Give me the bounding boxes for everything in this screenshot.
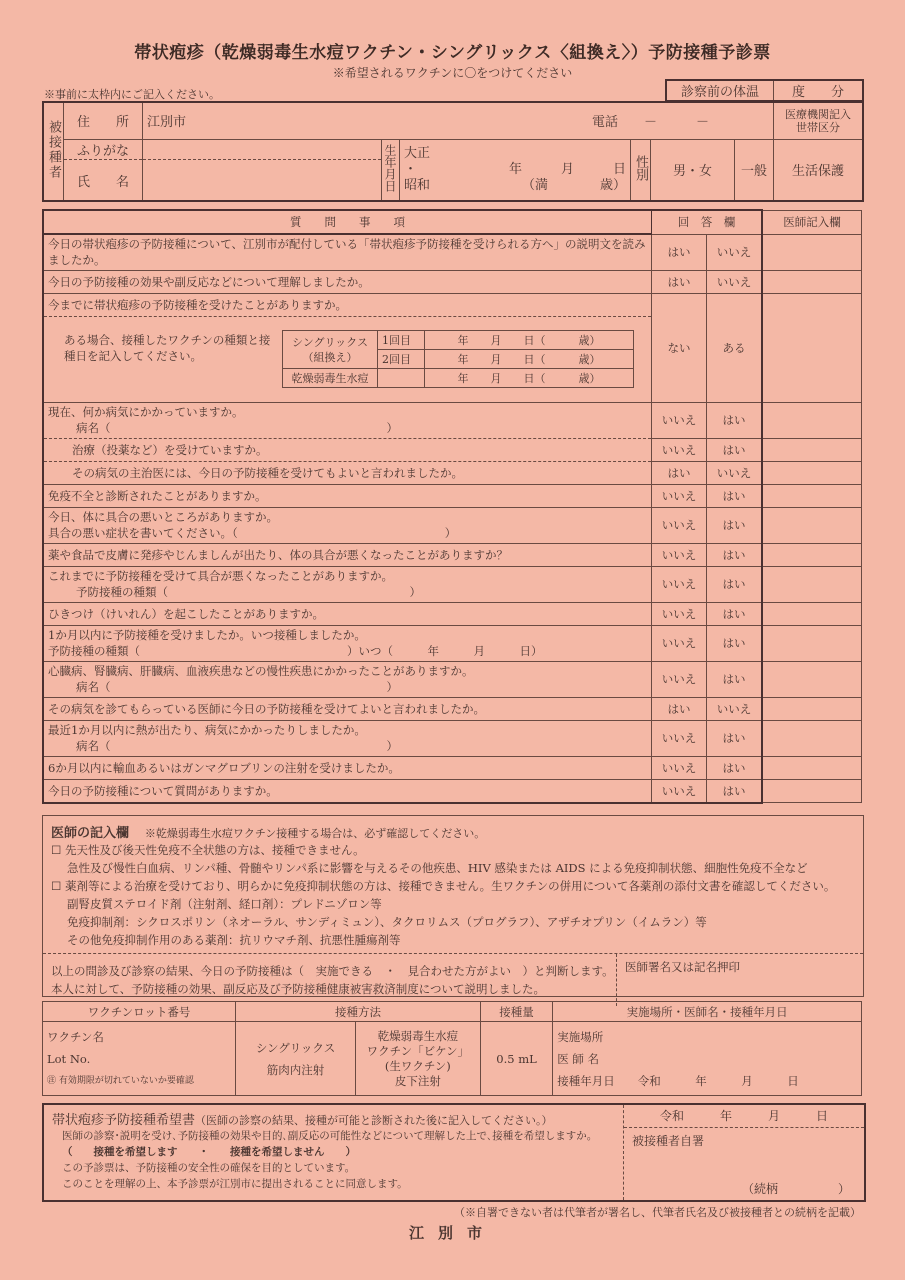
question-text: 最近1か月以内に熱が出たり、病気にかかったりしましたか。 病名（ ） (43, 720, 652, 756)
doctor-note-cell[interactable] (762, 756, 862, 779)
answer-option[interactable]: ある (707, 293, 763, 402)
doctor-note-cell[interactable] (762, 602, 862, 625)
answer-option[interactable]: いいえ (652, 566, 707, 602)
answer-option[interactable]: はい (707, 543, 763, 566)
doctor-note-cell[interactable] (762, 720, 862, 756)
sex-options[interactable]: 男・女 (651, 139, 735, 201)
furigana-field[interactable] (143, 139, 382, 160)
furigana-label: ふりがな (64, 139, 143, 160)
address-label: 住 所 (64, 102, 143, 139)
patient-side-label: 被接種者 (46, 119, 61, 180)
answer-option[interactable]: はい (652, 461, 707, 484)
question-text: 心臓病、腎臓病、肝臓病、血液疾患などの慢性疾患にかかったことがありますか。 病名（ ） (43, 661, 652, 697)
answer-option[interactable]: はい (707, 625, 763, 661)
place-header: 実施場所・医師名・接種年月日 (553, 1002, 862, 1022)
answer-option[interactable]: はい (707, 484, 763, 507)
place-cell[interactable] (553, 1022, 862, 1096)
question-text: 今日、体に具合の悪いところがありますか。 具合の悪い症状を書いてください。（ ） (43, 507, 652, 543)
doctor-note-cell[interactable] (762, 293, 862, 402)
temperature-label: 診察前の体温 (666, 80, 774, 101)
dob-ymd: 年 月 日 (508, 161, 626, 177)
dob-label: 生年月日 (383, 143, 397, 192)
answer-option[interactable]: ない (652, 293, 707, 402)
doctor-note-cell[interactable] (762, 779, 862, 803)
dob-field[interactable] (400, 139, 631, 201)
name-field[interactable] (143, 160, 382, 201)
address-value: 江別市 (147, 115, 187, 131)
answer-option[interactable]: はい (707, 779, 763, 803)
answer-option[interactable]: はい (652, 270, 707, 293)
history-date[interactable]: 年 月 日（ 歳） (425, 331, 634, 350)
question-header: 質 問 事 項 (43, 210, 652, 234)
doctor-name-label: 医 師 名 (557, 1051, 600, 1066)
answer-option[interactable]: はい (707, 661, 763, 697)
question-text: その病気の主治医には、今日の予防接種を受けてもよいと言われましたか。 (43, 461, 652, 484)
vaccination-history (43, 316, 652, 402)
consent-line: このことを理解の上、本予診票が江別市に提出されることに同意します。 (62, 1178, 408, 1190)
temperature-box (665, 79, 864, 102)
doctor-note-cell[interactable] (762, 461, 862, 484)
answer-header: 回 答 欄 (652, 210, 763, 234)
question-text: 今までに帯状疱疹の予防接種を受けたことがありますか。 (43, 293, 652, 316)
history-table (282, 330, 634, 388)
lot-header: ワクチンロット番号 (43, 1002, 236, 1022)
question-text: 1か月以内に予防接種を受けましたか。いつ接種しましたか。 予防接種の種類（ ）いつ（ 年 月 日） (43, 625, 652, 661)
method-live[interactable]: 乾燥弱毒生水痘 ワクチン「ビケン」 (生ワクチン) 皮下注射 (355, 1022, 480, 1096)
answer-option[interactable]: はい (707, 756, 763, 779)
consent-line: この予診票は、予防接種の安全性の確保を目的としています。 (62, 1162, 356, 1174)
answer-option[interactable]: いいえ (652, 756, 707, 779)
question-text: これまでに予防接種を受けて具合が悪くなったことがありますか。 予防接種の種類（ ） (43, 566, 652, 602)
answer-option[interactable]: はい (707, 507, 763, 543)
checkbox[interactable]: ☐ (51, 879, 62, 893)
question-text: 治療（投薬など）を受けていますか。 (43, 438, 652, 461)
doctor-note-cell[interactable] (762, 438, 862, 461)
question-text: 現在、何か病気にかかっていますか。 病名（ ） (43, 402, 652, 438)
doctor-section (42, 815, 864, 997)
answer-option[interactable]: いいえ (707, 234, 763, 270)
check-immunodeficiency: 先天性及び後天性免疫不全状態の方は、接種できません。 (64, 843, 365, 857)
temperature-field[interactable]: 度 分 (774, 80, 864, 101)
doctor-section-note: ※乾燥弱毒生水痘ワクチン接種する場合は、必ず確認してください。 (144, 827, 486, 840)
checkbox[interactable]: ☐ (51, 843, 62, 857)
other-drug-note: その他免疫抑制作用のある薬剤：抗リウマチ剤、抗悪性腫瘍剤等 (67, 933, 401, 947)
history-date[interactable]: 年 月 日（ 歳） (425, 350, 634, 369)
answer-option[interactable]: いいえ (707, 270, 763, 293)
lot-table (42, 1001, 862, 1096)
consent-title: 帯状疱疹予防接種希望書 (52, 1113, 196, 1128)
consent-line: 医師の診察･説明を受け､予防接種の効果や目的､副反応の可能性などについて理解した上で､接種を希望しますか。 (62, 1130, 598, 1142)
explanation-text: 本人に対して、予防接種の効果、副反応及び予防接種健康被害救済制度について説明しました。 (51, 982, 546, 996)
method-shingrix[interactable]: シングリックス 筋肉内注射 (236, 1022, 356, 1096)
doctor-note-cell[interactable] (762, 270, 862, 293)
doctor-note-cell[interactable] (762, 543, 862, 566)
question-text: その病気を診てもらっている医師に今日の予防接種を受けてよいと言われましたか。 (43, 697, 652, 720)
history-prompt: ある場合、接種したワクチンの種類と接種日を記入してください。 (64, 333, 271, 363)
judgement-text[interactable]: 以上の問診及び診察の結果、今日の予防接種は（ 実施できる ・ 見合わせた方がよい ）と判断します。 (51, 964, 614, 978)
answer-option[interactable]: いいえ (707, 461, 763, 484)
doctor-note-cell[interactable] (762, 507, 862, 543)
answer-option[interactable]: いいえ (652, 484, 707, 507)
question-table (42, 209, 862, 804)
answer-option[interactable]: はい (707, 602, 763, 625)
address-field[interactable] (143, 102, 774, 139)
history-shingrix: シングリックス（組換え） (283, 331, 378, 369)
history-dose2: 2回目 (378, 350, 425, 369)
doctor-note-cell[interactable] (762, 234, 862, 270)
consent-choice[interactable]: （ 接種を希望します ・ 接種を希望しません ） (62, 1146, 356, 1158)
doctor-note-cell[interactable] (762, 484, 862, 507)
answer-option[interactable]: いいえ (652, 602, 707, 625)
answer-option[interactable]: はい (652, 697, 707, 720)
immunodeficiency-detail: 急性及び慢性白血病、リンパ種、骨髄やリンパ系に影響を与えるその他疾患、HIV 感染または AIDS による免疫抑制状態、細胞性免疫不全など (67, 861, 808, 875)
doctor-column-header: 医師記入欄 (762, 210, 862, 234)
doctor-section-heading: 医師の記入欄 (51, 826, 130, 841)
household-general[interactable]: 一般 (735, 139, 774, 201)
steroid-note: 副腎皮質ステロイド剤（注射剤、経口剤）：プレドニゾロン等 (67, 897, 382, 911)
question-text: 6か月以内に輸血あるいはガンマグロブリンの注射を受けましたか。 (43, 756, 652, 779)
question-text: 薬や食品で皮膚に発疹やじんましんが出たり、体の具合が悪くなったことがありますか？ (43, 543, 652, 566)
answer-option[interactable]: いいえ (652, 661, 707, 697)
answer-option[interactable]: はい (707, 402, 763, 438)
lot-number-label: Lot No. (47, 1051, 91, 1066)
question-text: 免疫不全と診断されたことがありますか。 (43, 484, 652, 507)
vaccine-name-label: ワクチン名 (47, 1029, 104, 1044)
prefill-note: ※事前に太枠内にご記入ください。 (44, 88, 220, 101)
answer-option[interactable]: はい (707, 438, 763, 461)
question-text: ひきつけ（けいれん）を起こしたことがありますか。 (43, 602, 652, 625)
place-label: 実施場所 (557, 1029, 604, 1044)
history-dose1: 1回目 (378, 331, 425, 350)
history-date[interactable]: 年 月 日（ 歳） (425, 369, 634, 388)
signature-field[interactable]: 被接種者自署 (632, 1134, 705, 1148)
history-live: 乾燥弱毒生水痘 (283, 369, 378, 388)
relation-field[interactable]: （続柄 ） (741, 1182, 850, 1196)
immunosuppressant-note: 免疫抑制剤：シクロスポリン（ネオーラル、サンディミュン）、タクロリムス（プログラフ）、アザチオプリン（イムラン）等 (67, 915, 707, 929)
phone-label: 電話 － － (591, 115, 709, 131)
doctor-note-cell[interactable] (762, 566, 862, 602)
question-text: 今日の帯状疱疹の予防接種について、江別市が配付している「帯状疱疹予防接種を受けられる方へ」の説明文を読みましたか。 (43, 234, 652, 270)
answer-option[interactable]: いいえ (652, 625, 707, 661)
doctor-signature-field[interactable]: 医師署名又は記名押印 (625, 960, 740, 974)
patient-info-table (42, 101, 864, 202)
consent-section (42, 1103, 866, 1202)
name-label: 氏 名 (64, 160, 143, 201)
check-medication: 薬剤等による治療を受けており、明らかに免疫抑制状態の方は、接種できません。生ワクチンの併用について各薬剤の添付文書を確認してください。 (64, 879, 836, 893)
answer-option[interactable]: いいえ (652, 720, 707, 756)
answer-option[interactable]: はい (707, 720, 763, 756)
proxy-note: （※自署できない者は代筆者が署名し、代筆者氏名及び被接種者との続柄を記載） (454, 1206, 861, 1219)
answer-option[interactable]: いいえ (652, 779, 707, 803)
dose-value: 0.5 mL (480, 1022, 552, 1096)
answer-option[interactable]: はい (707, 566, 763, 602)
expiry-note: ㊟ 有効期限が切れていないか要確認 (47, 1075, 194, 1086)
dose-header: 接種量 (480, 1002, 552, 1022)
doctor-note-cell[interactable] (762, 402, 862, 438)
answer-option[interactable]: いいえ (652, 438, 707, 461)
doctor-note-cell[interactable] (762, 661, 862, 697)
answer-option[interactable]: はい (652, 234, 707, 270)
era-showa[interactable]: 昭和 (404, 177, 431, 193)
form-subtitle: ※希望されるワクチンに〇をつけてください (332, 66, 573, 80)
answer-option[interactable]: いいえ (652, 507, 707, 543)
sex-label: 性別 (633, 154, 648, 181)
consent-title-note: （医師の診察の結果、接種が可能と診断された後に記入してください。） (195, 1114, 553, 1127)
answer-option[interactable]: いいえ (707, 697, 763, 720)
era-taisho[interactable]: 大正 (404, 145, 431, 161)
doctor-note-cell[interactable] (762, 625, 862, 661)
answer-option[interactable]: いいえ (652, 402, 707, 438)
vaccination-date-label: 接種年月日 令和 年 月 日 (557, 1073, 799, 1088)
form-title: 帯状疱疹（乾燥弱毒生水痘ワクチン・シングリックス〈組換え〉）予防接種予診票 (134, 43, 771, 63)
consent-date[interactable]: 令和 年 月 日 (624, 1105, 864, 1128)
lot-cell[interactable] (43, 1022, 236, 1096)
household-welfare[interactable]: 生活保護 (774, 139, 864, 201)
method-header: 接種方法 (236, 1002, 481, 1022)
age-field: （満 歳） (521, 177, 626, 193)
question-text: 今日の予防接種の効果や副反応などについて理解しましたか。 (43, 270, 652, 293)
question-text: 今日の予防接種について質問がありますか。 (43, 779, 652, 803)
institution-label: 医療機関記入 世帯区分 (774, 102, 864, 139)
answer-option[interactable]: いいえ (652, 543, 707, 566)
city-name: 江別市 (408, 1224, 496, 1242)
era-dot: ・ (404, 161, 418, 177)
doctor-note-cell[interactable] (762, 697, 862, 720)
